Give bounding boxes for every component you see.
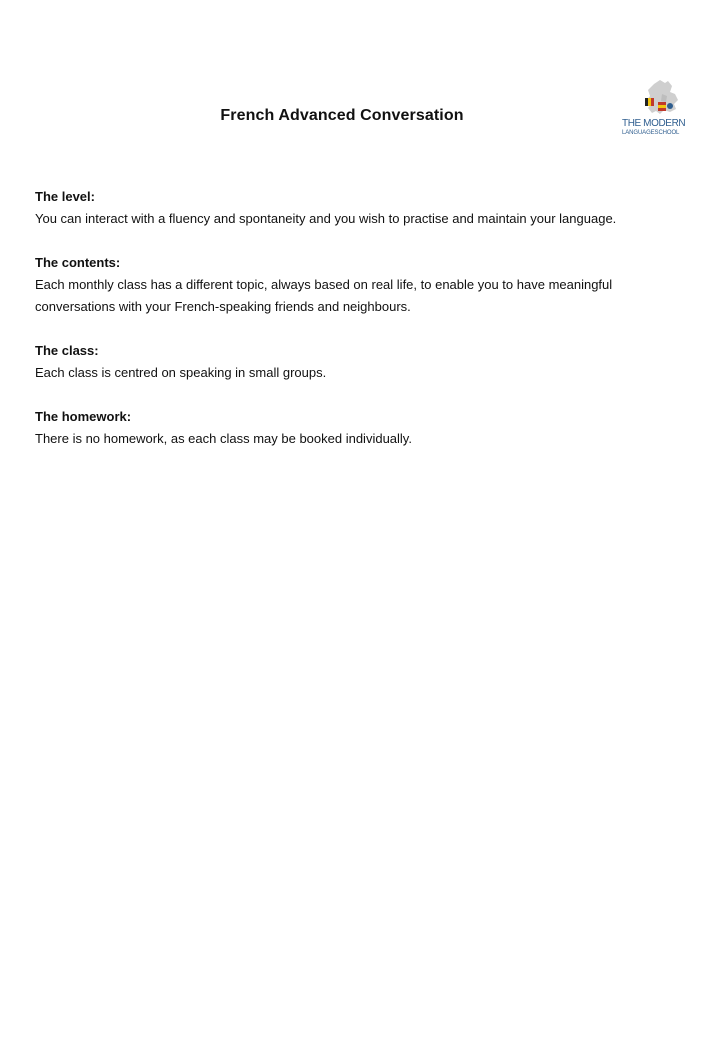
page-title: French Advanced Conversation <box>220 107 464 124</box>
section-heading: The homework: <box>35 409 132 424</box>
section-heading: The level: <box>35 189 95 204</box>
section-level <box>35 186 695 230</box>
logo-text-line2: LANGUAGESCHOOL <box>622 130 680 136</box>
section-body: There is no homework, as each class may be booked individually. <box>35 431 412 446</box>
section-heading: The class: <box>35 343 99 358</box>
logo-text-line1: THE MODERN <box>622 118 686 129</box>
section-body: Each class is centred on speaking in small groups. <box>35 365 327 380</box>
section-heading: The contents: <box>35 255 121 270</box>
document-body <box>35 186 695 472</box>
section-body: Each monthly class has a different topic, always based on real life, to enable you to have meaningful conversations with your French-speaking friends and neighbours. <box>35 277 613 314</box>
section-homework <box>35 406 695 450</box>
section-contents <box>35 252 695 318</box>
school-logo <box>618 78 704 142</box>
section-class <box>35 340 695 384</box>
europe-map-icon <box>618 78 704 118</box>
section-body: You can interact with a fluency and spontaneity and you wish to practise and maintain your language. <box>35 211 617 226</box>
